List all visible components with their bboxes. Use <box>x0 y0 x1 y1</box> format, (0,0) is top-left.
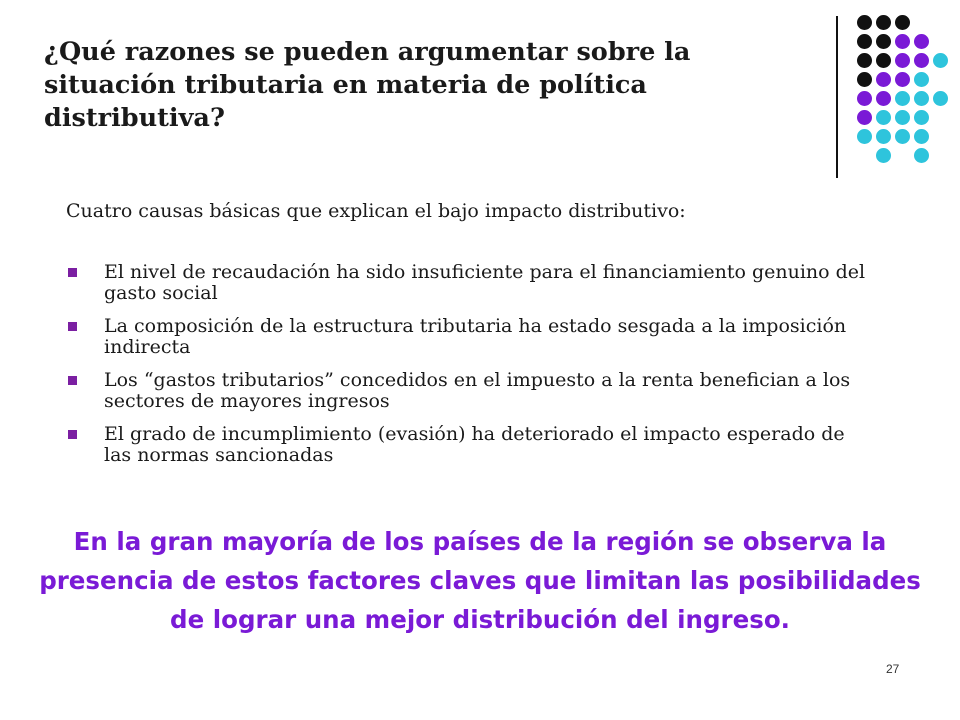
decorative-dot <box>857 91 872 106</box>
square-bullet-icon <box>68 268 77 277</box>
decorative-dot <box>914 72 929 87</box>
square-bullet-icon <box>68 430 77 439</box>
list-item-text: El nivel de recaudación ha sido insuficiente para el financiamiento genuino del gasto social <box>104 261 866 304</box>
decorative-dot <box>914 129 929 144</box>
vertical-divider <box>836 16 838 178</box>
list-item-text: El grado de incumplimiento (evasión) ha deteriorado el impacto esperado de las normas sancionadas <box>104 423 845 466</box>
square-bullet-icon <box>68 322 77 331</box>
list-item <box>66 424 866 466</box>
list-item-text: La composición de la estructura tributaria ha estado sesgada a la imposición indirecta <box>104 315 847 358</box>
decorative-dot <box>876 34 891 49</box>
decorative-dot <box>933 53 948 68</box>
decorative-dot <box>895 34 910 49</box>
decorative-dot <box>895 53 910 68</box>
decorative-dot <box>876 148 891 163</box>
decorative-dot <box>876 72 891 87</box>
decorative-dot <box>914 110 929 125</box>
intro-text: Cuatro causas básicas que explican el bajo impacto distributivo: <box>66 200 686 222</box>
decorative-dot <box>914 53 929 68</box>
decorative-dot <box>914 34 929 49</box>
decorative-dot <box>895 110 910 125</box>
list-item-text: Los “gastos tributarios” concedidos en el impuesto a la renta benefician a los sectores de mayores ingresos <box>104 369 851 412</box>
conclusion-text: En la gran mayoría de los países de la región se observa la presencia de estos factores claves que limitan las posibilidades de lograr una mejor distribución del ingreso. <box>39 527 921 634</box>
decorative-dot <box>876 53 891 68</box>
decorative-dot <box>876 129 891 144</box>
decorative-dot <box>895 129 910 144</box>
list-item <box>66 262 866 304</box>
decorative-dot-grid <box>0 0 960 200</box>
decorative-dot <box>914 91 929 106</box>
decorative-dot <box>857 15 872 30</box>
decorative-dot <box>895 91 910 106</box>
list-item <box>66 316 866 358</box>
decorative-dot <box>857 110 872 125</box>
decorative-dot <box>876 15 891 30</box>
square-bullet-icon <box>68 376 77 385</box>
page-number: 27 <box>886 662 900 676</box>
decorative-dot <box>876 110 891 125</box>
decorative-dot <box>914 148 929 163</box>
decorative-dot <box>857 129 872 144</box>
list-item <box>66 370 866 412</box>
decorative-dot <box>895 15 910 30</box>
causes-list <box>66 262 866 478</box>
decorative-dot <box>876 91 891 106</box>
decorative-dot <box>933 91 948 106</box>
decorative-dot <box>857 34 872 49</box>
slide-title: ¿Qué razones se pueden argumentar sobre la situación tributaria en materia de política distributiva? <box>44 37 691 133</box>
decorative-dot <box>857 72 872 87</box>
decorative-dot <box>857 53 872 68</box>
decorative-dot <box>895 72 910 87</box>
